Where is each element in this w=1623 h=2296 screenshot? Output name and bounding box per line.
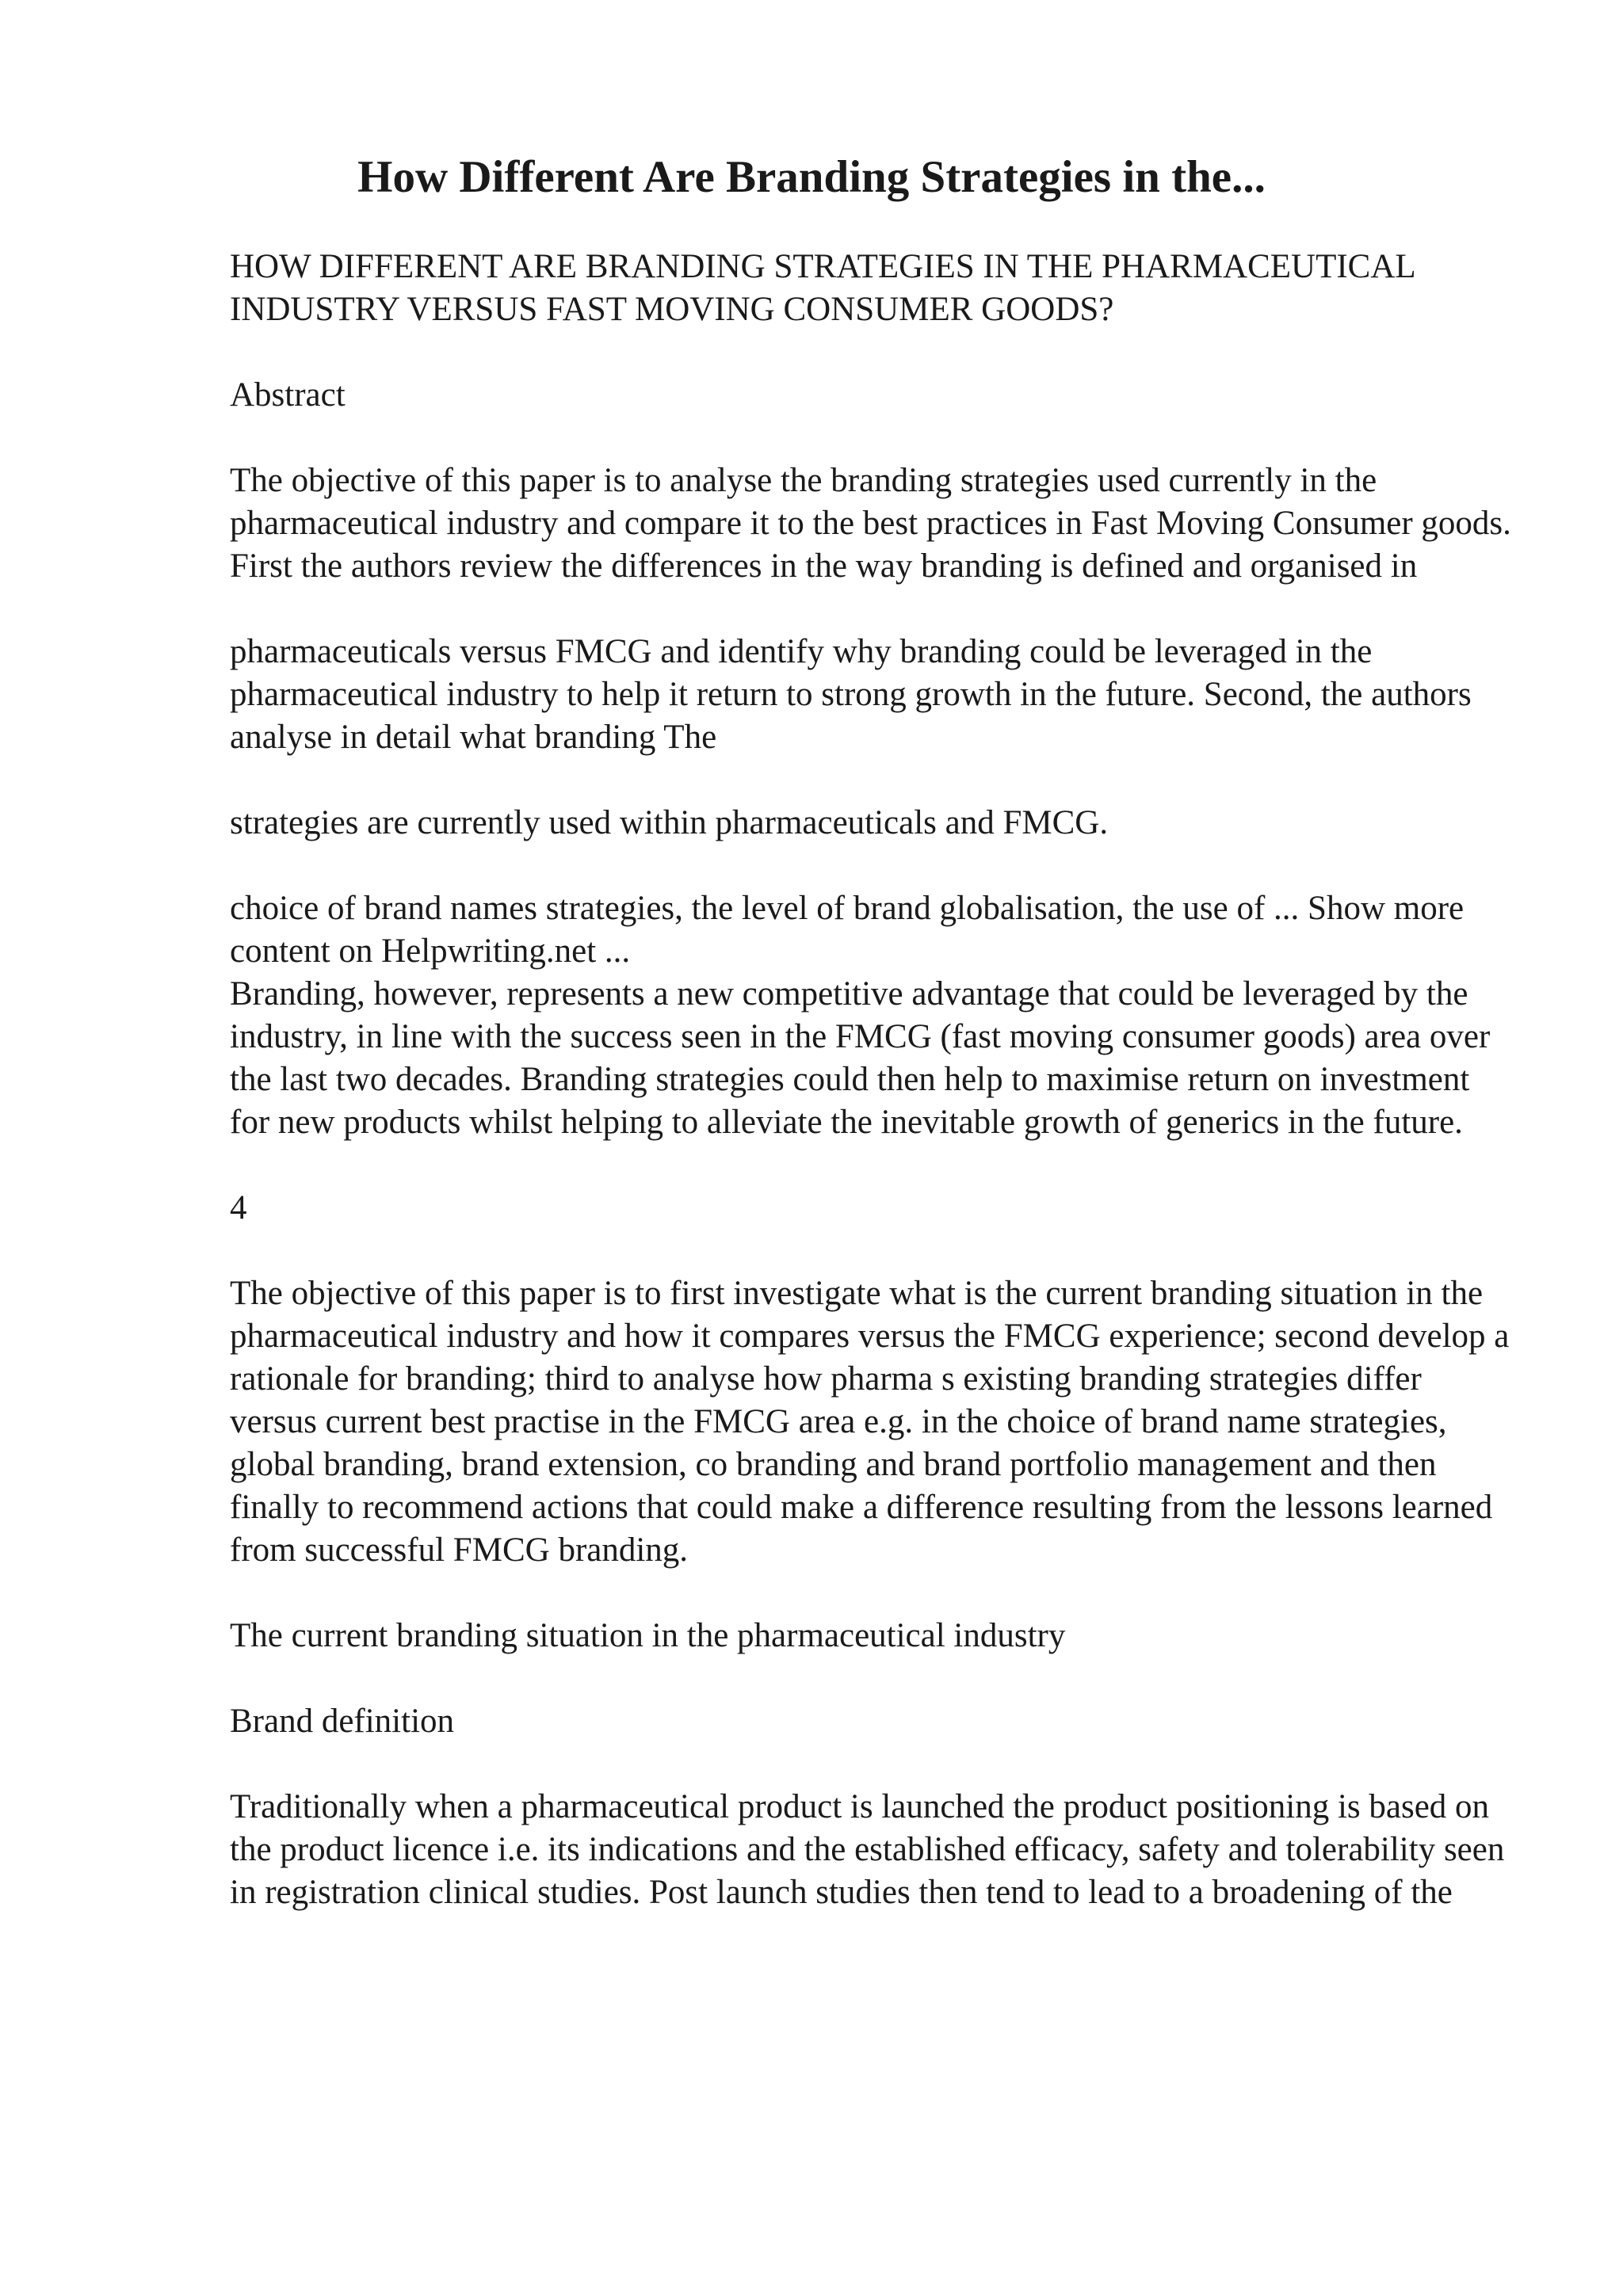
paragraph: The objective of this paper is to analyse the branding strategies used currently in the pharmaceutical industry and compare it to the best practices in Fast Moving Consumer goods. First the authors review the differences in the way branding is defined and organised in: [230, 462, 1511, 585]
subsection-heading: Brand definition: [230, 1703, 455, 1740]
page-title: How Different Are Branding Strategies in the...: [357, 152, 1266, 202]
paragraph: pharmaceuticals versus FMCG and identify why branding could be leveraged in the pharmaceutical industry to help it return to strong growth in the future. Second, the authors analyse in detail what branding The: [230, 633, 1472, 756]
paper-heading: HOW DIFFERENT ARE BRANDING STRATEGIES IN THE PHARMACEUTICAL INDUSTRY VERSUS FAST MOVING CONSUMER GOODS?: [230, 248, 1415, 328]
paragraph: choice of brand names strategies, the level of brand globalisation, the use of ... Show more content on Helpwriting.net ...: [230, 890, 1465, 970]
abstract-label: Abstract: [230, 376, 346, 414]
document-body: [230, 246, 1514, 1914]
page-marker: 4: [230, 1189, 247, 1226]
paragraph: Traditionally when a pharmaceutical product is launched the product positioning is based on the product licence i.e. its indications and the established efficacy, safety and tolerability seen in registration clinical studies. Post launch studies then tend to lead to a broadening of the: [230, 1788, 1505, 1911]
section-heading: The current branding situation in the pharmaceutical industry: [230, 1617, 1066, 1654]
paragraph: Branding, however, represents a new competitive advantage that could be leveraged by the industry, in line with the success seen in the FMCG (fast moving consumer goods) area over the last two decades. Branding strategies could then help to maximise return on investment for new products whilst helping to alleviate the inevitable growth of generics in the future.: [230, 975, 1491, 1141]
paragraph: strategies are currently used within pharmaceuticals and FMCG.: [230, 804, 1109, 841]
paragraph: The objective of this paper is to first investigate what is the current branding situation in the pharmaceutical industry and how it compares versus the FMCG experience; second develop a rationale for branding; third to analyse how pharma s existing branding strategies differ versus current best practise in the FMCG area e.g. in the choice of brand name strategies, global branding, brand extension, co branding and brand portfolio management and then finally to recommend actions that could make a difference resulting from the lessons learned from successful FMCG branding.: [230, 1275, 1510, 1569]
